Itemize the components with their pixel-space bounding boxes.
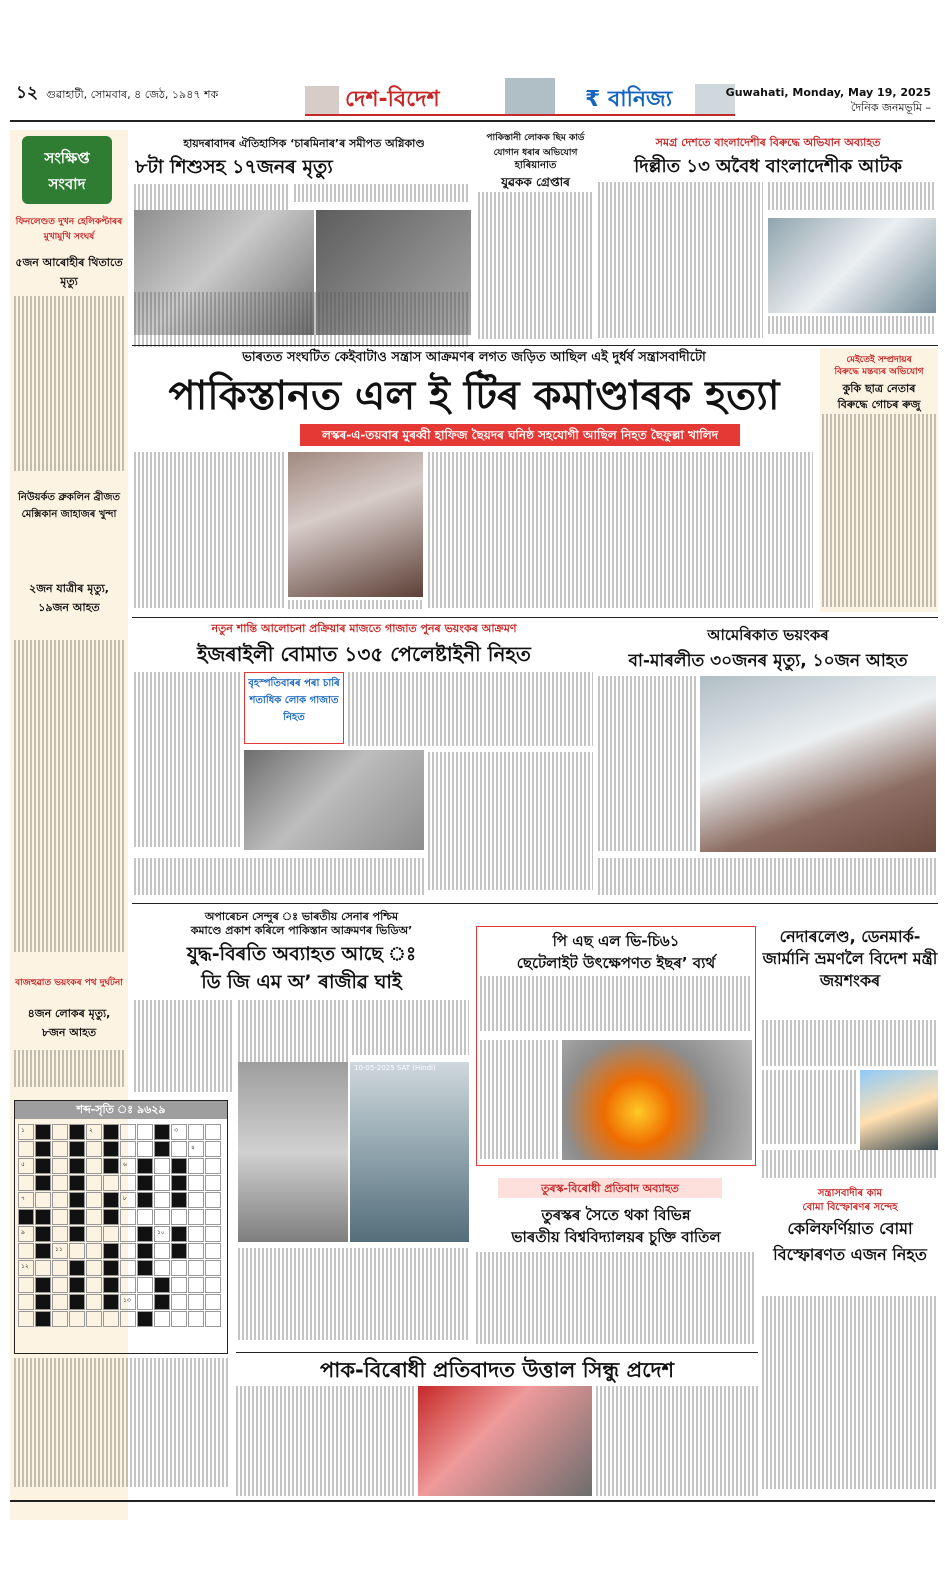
crossword-cell[interactable]: [137, 1243, 153, 1259]
crossword-cell[interactable]: [205, 1243, 221, 1259]
crossword-cell[interactable]: [137, 1158, 153, 1174]
crossword-cell[interactable]: [154, 1175, 170, 1191]
page-number: ১২ গুৱাহাটী, সোমবাৰ, ৪ জেঠ, ১৯৪৭ শক: [16, 83, 219, 103]
crossword-cell[interactable]: [171, 1260, 187, 1276]
crossword-cell-number: ৯: [21, 1229, 25, 1236]
sim-headline: যুৱকক গ্ৰেপ্তাৰ: [501, 175, 570, 189]
sim-kicker: পাকিস্তানী লোকক ছিম কাৰ্ড যোগান ধৰাৰ অভিযোগ: [486, 133, 585, 158]
jaishankar-photo: [860, 1070, 938, 1150]
delhi-kicker: সমগ্ৰ দেশতে বাংলাদেশীৰ বিৰুদ্ধে অভিযান অব্যাহত: [655, 136, 881, 149]
crossword-cell[interactable]: [188, 1277, 204, 1293]
lead-body-1: [134, 452, 284, 612]
crossword-cell-number: ১২: [21, 1263, 29, 1270]
crossword-cell[interactable]: [35, 1243, 51, 1259]
crossword-cell[interactable]: [35, 1124, 51, 1140]
crossword-cell[interactable]: [171, 1192, 187, 1208]
usa-body-2: [598, 858, 936, 898]
brief-1-kicker: ফিনলেণ্ডত দুখন হেলিকপ্টাৰৰ মুখামুখি সংঘৰ্ষ: [15, 217, 123, 242]
header-rule: [10, 120, 935, 122]
lead-kicker: ভাৰতত সংঘটিত কেইবাটাও সন্ত্ৰাস আক্ৰমণৰ লগত জড়িত আছিল এই দুৰ্ধৰ্ষ সন্ত্ৰাসবাদীটো: [242, 350, 706, 365]
crossword-cell[interactable]: [35, 1192, 51, 1208]
crossword-cell-number: ৫: [21, 1161, 25, 1168]
crossword-cell[interactable]: [103, 1175, 119, 1191]
gaza-photo: [244, 750, 424, 850]
date-english: Guwahati, Monday, May 19, 2025 দৈনিক জনমভূমি –: [725, 86, 931, 114]
crossword-cell[interactable]: [188, 1209, 204, 1225]
gaza-body-4: [428, 752, 593, 898]
crossword-cell[interactable]: [137, 1209, 153, 1225]
crossword-cell[interactable]: [103, 1294, 119, 1310]
sindh-body-1: [236, 1386, 416, 1496]
brief-4-kicker: বাজহুৱাত ভয়ংকৰ পথ দুৰ্ঘটনা: [15, 978, 123, 988]
crossword-cell[interactable]: [103, 1260, 119, 1276]
divider-3: [132, 903, 938, 904]
crossword-cell[interactable]: [154, 1277, 170, 1293]
crossword-cell[interactable]: [35, 1158, 51, 1174]
crossword-cell-number: ৭: [21, 1195, 25, 1202]
crossword-cell[interactable]: [137, 1175, 153, 1191]
crossword-cell[interactable]: [171, 1141, 187, 1157]
crossword-cell[interactable]: [205, 1192, 221, 1208]
crossword-cell[interactable]: [69, 1311, 85, 1327]
crossword-cell[interactable]: [52, 1158, 68, 1174]
crossword-cell[interactable]: [103, 1226, 119, 1242]
crossword-cell[interactable]: [86, 1175, 102, 1191]
crossword-cell-number: ৪: [191, 1144, 195, 1151]
crossword-cell-number: ৬: [123, 1161, 127, 1168]
crossword-cell[interactable]: [86, 1209, 102, 1225]
crossword-cell[interactable]: [137, 1311, 153, 1327]
crossword-cell[interactable]: [35, 1294, 51, 1310]
crossword-cell[interactable]: [103, 1243, 119, 1259]
crossword-cell[interactable]: [154, 1158, 170, 1174]
crossword-cell[interactable]: [205, 1294, 221, 1310]
manipur-head-1: কুকি ছাত্ৰ নেতাৰ: [842, 382, 916, 395]
delhi-photo: [768, 218, 936, 313]
pslv-head-2: ছেটেলাইট উৎক্ষেপণত ইছৰ’ ব্যৰ্থ: [516, 954, 716, 972]
brief-3-head: ২জন যাত্ৰীৰ মৃত্যু, ১৯জন আহত: [29, 582, 109, 614]
crossword-cell-number: ৮: [123, 1195, 127, 1202]
gaza-headline: ইজৰাইলী বোমাত ১৩৫ পেলেষ্টাইনী নিহত: [197, 642, 531, 666]
sim-body: [478, 192, 593, 342]
manipur-kicker-2: বিৰুদ্ধে মন্তব্যৰ অভিযোগ: [834, 367, 924, 377]
parliament-icon: [305, 86, 339, 114]
charminar-kicker: হায়দৰাবাদৰ ঐতিহাসিক ‘চাৰমিনাৰ’ৰ সমীপত অগ্নিকাণ্ড: [183, 137, 425, 150]
crossword-cell[interactable]: [86, 1311, 102, 1327]
crossword-cell[interactable]: [69, 1192, 85, 1208]
crossword-cell[interactable]: [205, 1141, 221, 1157]
crossword-cell[interactable]: [52, 1311, 68, 1327]
crossword-cell[interactable]: [154, 1294, 170, 1310]
gaza-body-2: [134, 858, 424, 898]
crossword-cell[interactable]: [120, 1226, 136, 1242]
pslv-body-2: [480, 1040, 560, 1162]
crossword-cell-number: ১১: [55, 1246, 63, 1253]
crossword-cell[interactable]: [188, 1192, 204, 1208]
khalid-caption: [288, 600, 423, 612]
crossword-cell[interactable]: [137, 1226, 153, 1242]
crossword-cell[interactable]: [69, 1243, 85, 1259]
army-kicker-2: কমাণ্ডে প্ৰকাশ কৰিলে পাকিস্তান আক্ৰমণৰ ভিডিঅ’: [190, 924, 413, 937]
army-kicker-1: অপাৰেচন সেন্দুৰ ঃ ভাৰতীয় সেনাৰ পশ্চিম: [204, 910, 399, 923]
crossword-cell[interactable]: [103, 1141, 119, 1157]
manipur-kicker-1: মেইতেই সম্প্ৰদায়ৰ: [846, 355, 912, 365]
crossword-cell[interactable]: [52, 1192, 68, 1208]
crossword-cell[interactable]: [120, 1243, 136, 1259]
crossword-cell[interactable]: [205, 1158, 221, 1174]
crossword-cell[interactable]: [69, 1124, 85, 1140]
gaza-body-3: [348, 672, 593, 752]
crossword-cell[interactable]: [18, 1311, 34, 1327]
army-body-3: [352, 1000, 469, 1060]
divider-1: [132, 345, 938, 346]
crossword-cell[interactable]: [205, 1175, 221, 1191]
masthead: [305, 76, 735, 116]
crossword-cell[interactable]: [188, 1158, 204, 1174]
cal-body: [762, 1296, 938, 1496]
crossword-cell-number: ১: [21, 1127, 25, 1134]
sindh-headline: পাক-বিৰোধী প্ৰতিবাদত উত্তাল সিন্ধু প্ৰদেশ: [319, 1358, 675, 1382]
crossword-cell[interactable]: [86, 1141, 102, 1157]
crossword-title: শব্দ-সৃতি ঃ ৯৬২৯: [15, 1101, 227, 1119]
army-body-4: [238, 1248, 469, 1348]
sindh-body-2: [596, 1386, 758, 1496]
lead-subhead: লস্কৰ-এ-তয়বাৰ মুৰব্বী হাফিজ ছৈয়দৰ ঘনিষ্ঠ সহযোগী আছিল নিহত ছৈফুল্লা খালিদ: [300, 424, 740, 446]
crossword-cell[interactable]: [69, 1175, 85, 1191]
section-desh-bidesh: দেশ-বিদেশ: [345, 87, 440, 112]
crossword-cell[interactable]: [35, 1260, 51, 1276]
gaza-kicker: নতুন শান্তি আলোচনা প্ৰক্ৰিয়াৰ মাজতে গাজাত পুনৰ ভয়ংকৰ আক্ৰমণ: [211, 622, 517, 635]
crossword-cell[interactable]: [52, 1260, 68, 1276]
crossword-cell[interactable]: [103, 1209, 119, 1225]
crossword-cell[interactable]: [69, 1209, 85, 1225]
pslv-head-1: পি এছ এল ভি-চি৬১: [552, 932, 680, 950]
crossword-cell[interactable]: [120, 1294, 136, 1310]
army-body-1: [134, 1000, 234, 1100]
delhi-caption: [768, 316, 936, 342]
brief-2-head: নিউয়ৰ্কত ব্ৰুকলিন ব্ৰীজত মেক্সিকান জাহাজৰ খুন্দা: [18, 492, 120, 520]
crossword-cell[interactable]: [35, 1141, 51, 1157]
crossword-cell[interactable]: [103, 1311, 119, 1327]
turkey-head-2: ভাৰতীয় বিশ্ববিদ্যালয়ৰ চুক্তি বাতিল: [511, 1228, 721, 1246]
brief-1-head: ৫জন আৰোহীৰ থিতাতে মৃত্যু: [15, 256, 123, 288]
gaza-sidebox-text: বৃহস্পতিবাৰৰ পৰা চাৰি শতাধিক লোক গাজাত নিহত: [248, 678, 340, 723]
crossword-cell[interactable]: [18, 1226, 34, 1242]
crossword-cell[interactable]: [154, 1311, 170, 1327]
crossword-cell[interactable]: [120, 1141, 136, 1157]
divider-2: [132, 617, 938, 618]
crossword-cell[interactable]: [86, 1226, 102, 1242]
crossword-cell[interactable]: [18, 1192, 34, 1208]
crossword-cell[interactable]: [103, 1277, 119, 1293]
army-head-1: যুদ্ধ-বিৰতি অব্যাহত আছে ঃ: [186, 943, 417, 965]
section-banijya: ₹ বানিজ্য: [585, 87, 673, 112]
crossword-cell[interactable]: [69, 1141, 85, 1157]
crossword-cell[interactable]: [188, 1175, 204, 1191]
crossword-cell[interactable]: [120, 1260, 136, 1276]
crossword-cell[interactable]: [137, 1141, 153, 1157]
delhi-body-2: [768, 182, 936, 216]
place-date: গুৱাহাটী, সোমবাৰ, ৪ জেঠ, ১৯৪৭ শক: [46, 88, 219, 101]
crossword-cell[interactable]: [205, 1277, 221, 1293]
crossword-cell[interactable]: [154, 1209, 170, 1225]
crossword-cell[interactable]: [205, 1311, 221, 1327]
crossword-cell[interactable]: [69, 1226, 85, 1242]
crossword-cell[interactable]: [154, 1192, 170, 1208]
charminar-body-2: [294, 184, 469, 208]
crossword-cell[interactable]: [18, 1124, 34, 1140]
jaishankar-body-2: [762, 1070, 856, 1150]
crossword-cell[interactable]: [188, 1294, 204, 1310]
brief-4-body: [14, 1050, 124, 1095]
crossword-grid[interactable]: [18, 1124, 224, 1334]
delhi-headline: দিল্লীত ১৩ অবৈধ বাংলাদেশীক আটক: [634, 156, 902, 177]
crossword-cell[interactable]: [171, 1294, 187, 1310]
crossword-cell[interactable]: [205, 1124, 221, 1140]
crossword-cell[interactable]: [69, 1277, 85, 1293]
crossword-cell[interactable]: [18, 1243, 34, 1259]
crossword-cell[interactable]: [120, 1311, 136, 1327]
crossword-cell[interactable]: [154, 1124, 170, 1140]
crossword-cell[interactable]: [18, 1294, 34, 1310]
brief-3-body: [14, 640, 124, 960]
crossword-cell[interactable]: [35, 1277, 51, 1293]
army-photo-caption: 10-05-2025 SAT (Hindi): [354, 1064, 436, 1072]
manipur-head-2: বিৰুদ্ধে গোচৰ ৰুজু: [837, 398, 921, 411]
crossword-clues: [14, 1358, 228, 1493]
turkey-head-1: তুৰস্কৰ সৈতে থকা বিভিন্ন: [541, 1206, 691, 1224]
charminar-body-3: [134, 292, 469, 352]
crossword-cell[interactable]: [188, 1311, 204, 1327]
cal-headline: কেলিফৰ্ণিয়াত বোমা বিস্ফোৰণত এজন নিহত: [773, 1219, 927, 1264]
crossword-cell[interactable]: [35, 1226, 51, 1242]
crossword-cell[interactable]: [18, 1141, 34, 1157]
crossword-cell[interactable]: [188, 1260, 204, 1276]
khalid-photo: [288, 452, 423, 597]
lead-body-2: [428, 452, 813, 612]
crossword-cell[interactable]: [120, 1209, 136, 1225]
jaishankar-headline: নেদাৰলেণ্ড, ডেনমাৰ্ক-জাৰ্মানি ভ্ৰমণলৈ বিদেশ মন্ত্ৰী জয়শংকৰ: [762, 927, 938, 990]
turkey-body: [476, 1252, 756, 1350]
crossword-cell[interactable]: [137, 1277, 153, 1293]
crossword-cell[interactable]: [103, 1192, 119, 1208]
footer-rule: [10, 1500, 935, 1502]
crossword-cell[interactable]: [171, 1158, 187, 1174]
crossword-cell[interactable]: [120, 1192, 136, 1208]
army-photo-2: [350, 1062, 469, 1242]
crossword-cell[interactable]: [35, 1175, 51, 1191]
sim-sub: হাৰিয়ানাত: [514, 160, 557, 171]
usa-headline: বা-মাৰলীত ৩০জনৰ মৃত্যু, ১০জন আহত: [628, 651, 908, 671]
divider-4: [236, 1352, 758, 1353]
crossword-cell[interactable]: [18, 1175, 34, 1191]
crossword-cell-number: ১৩: [123, 1297, 131, 1304]
cal-kicker-1: সন্ত্ৰাসবাদীৰ কাম: [817, 1188, 883, 1199]
crossword-cell[interactable]: [18, 1277, 34, 1293]
crossword-cell[interactable]: [18, 1158, 34, 1174]
crossword-cell[interactable]: [86, 1294, 102, 1310]
crossword-cell[interactable]: [52, 1141, 68, 1157]
crossword-cell[interactable]: [86, 1243, 102, 1259]
crossword-cell-number: ৩: [174, 1127, 178, 1134]
army-photo-1: [238, 1062, 348, 1242]
crossword-cell[interactable]: [52, 1175, 68, 1191]
crossword-cell[interactable]: [86, 1277, 102, 1293]
crossword-cell[interactable]: [154, 1141, 170, 1157]
crossword-cell[interactable]: [188, 1226, 204, 1242]
crossword-cell-number: ১০: [157, 1229, 165, 1236]
brief-1-body: [14, 296, 124, 476]
crossword-cell[interactable]: [188, 1243, 204, 1259]
crossword-cell[interactable]: [18, 1260, 34, 1276]
crossword-cell[interactable]: [120, 1175, 136, 1191]
crossword-cell[interactable]: [171, 1311, 187, 1327]
crossword-cell[interactable]: [69, 1294, 85, 1310]
crossword-cell[interactable]: [86, 1260, 102, 1276]
turkey-kicker: তুৰস্ক-বিৰোধী প্ৰতিবাদ অব্যাহত: [541, 1182, 679, 1195]
crossword-cell[interactable]: [69, 1260, 85, 1276]
crossword-cell[interactable]: [154, 1243, 170, 1259]
crossword-cell[interactable]: [18, 1209, 34, 1225]
crossword-cell[interactable]: [154, 1260, 170, 1276]
crossword-cell[interactable]: [137, 1192, 153, 1208]
crossword-cell[interactable]: [103, 1158, 119, 1174]
crossword-cell[interactable]: [137, 1260, 153, 1276]
crossword-cell[interactable]: [35, 1209, 51, 1225]
crossword-cell[interactable]: [86, 1124, 102, 1140]
manipur-body: [822, 414, 936, 610]
skyline-icon: [505, 78, 555, 114]
crossword-cell[interactable]: [171, 1277, 187, 1293]
usa-body-1: [598, 676, 698, 856]
crossword-cell[interactable]: [205, 1226, 221, 1242]
crossword-cell[interactable]: [52, 1124, 68, 1140]
crossword-cell[interactable]: [52, 1226, 68, 1242]
crossword-cell[interactable]: [205, 1260, 221, 1276]
sindh-protest-photo: [418, 1386, 592, 1496]
crossword-cell[interactable]: [69, 1158, 85, 1174]
crossword-cell[interactable]: [103, 1124, 119, 1140]
lead-headline: পাকিস্তানত এল ই টিৰ কমাণ্ডাৰক হত্যা: [168, 373, 780, 419]
crossword-cell[interactable]: [120, 1277, 136, 1293]
crossword-cell[interactable]: [86, 1192, 102, 1208]
crossword-cell[interactable]: [137, 1294, 153, 1310]
usa-kicker: আমেৰিকাত ভয়ংকৰ: [707, 626, 829, 644]
brief-news-title: সংক্ষিপ্ত সংবাদ: [22, 136, 112, 204]
pslv-body-1: [480, 976, 752, 1038]
crossword-cell[interactable]: [35, 1311, 51, 1327]
brief-4-head: ৪জন লোকৰ মৃত্যু, ৮জন আহত: [27, 1007, 111, 1039]
army-head-2: ডি জি এম অ’ ৰাজীৱ ঘাই: [201, 971, 402, 993]
crossword-cell[interactable]: [86, 1158, 102, 1174]
crossword-cell[interactable]: [171, 1209, 187, 1225]
crossword-cell[interactable]: [52, 1277, 68, 1293]
rocket-launch-photo: [562, 1040, 752, 1160]
delhi-body-1: [598, 182, 763, 342]
crossword-cell[interactable]: [52, 1294, 68, 1310]
crossword-cell[interactable]: [120, 1124, 136, 1140]
crossword-cell[interactable]: [120, 1158, 136, 1174]
crossword-cell[interactable]: [188, 1124, 204, 1140]
crossword-cell[interactable]: [171, 1124, 187, 1140]
jaishankar-body-3: [762, 1150, 938, 1180]
crossword-cell[interactable]: [171, 1226, 187, 1242]
crossword-cell[interactable]: [154, 1226, 170, 1242]
jaishankar-body-1: [762, 1020, 938, 1070]
crossword-cell[interactable]: [52, 1209, 68, 1225]
cal-kicker-2: বোমা বিস্ফোৰণৰ সন্দেহ: [802, 1202, 898, 1213]
crossword-cell[interactable]: [205, 1209, 221, 1225]
crossword-cell[interactable]: [171, 1243, 187, 1259]
crossword-cell[interactable]: [171, 1175, 187, 1191]
crossword-cell-number: ২: [89, 1127, 93, 1134]
storm-photo: [700, 676, 936, 852]
crossword-cell[interactable]: [52, 1243, 68, 1259]
gaza-body-1: [134, 672, 240, 852]
crossword-cell[interactable]: [188, 1141, 204, 1157]
charminar-headline: ৮টা শিশুসহ ১৭জনৰ মৃত্যু: [135, 156, 333, 178]
crossword-cell[interactable]: [137, 1124, 153, 1140]
